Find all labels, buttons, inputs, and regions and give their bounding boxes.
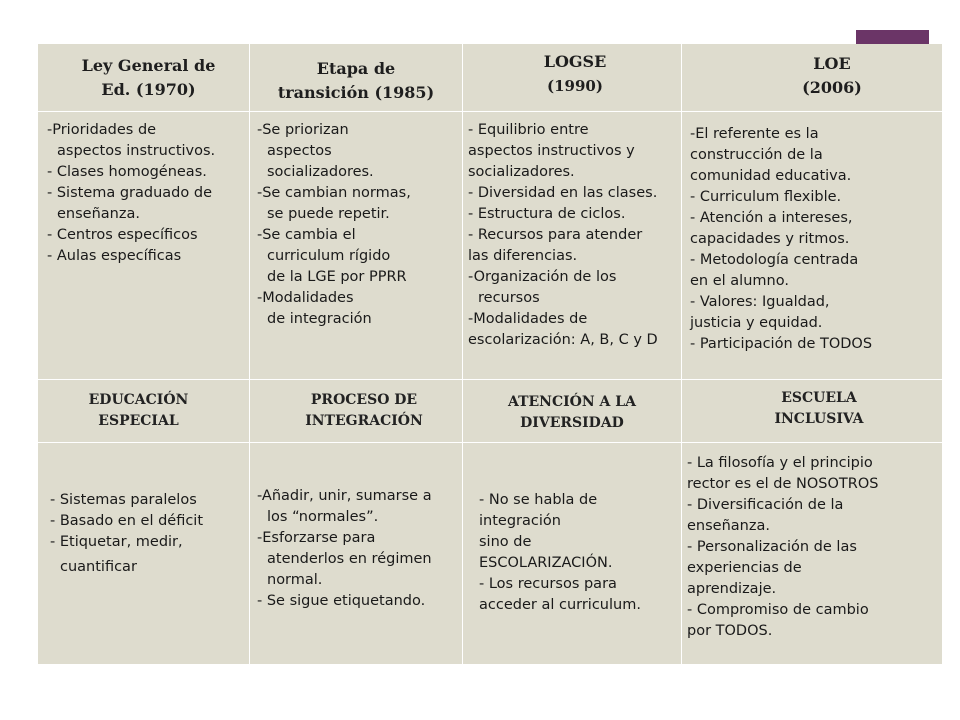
description-educacion-especial — [38, 443, 249, 664]
list-item: - Equilibrio entre — [468, 122, 589, 138]
list-item: acceder al curriculum. — [479, 597, 641, 613]
characteristics-loe — [682, 112, 942, 379]
list-item: - Etiquetar, medir, — [50, 534, 183, 550]
list-item: construcción de la — [690, 147, 823, 163]
header-line: LOE — [813, 53, 851, 73]
list-item: rector es el de NOSOTROS — [687, 476, 879, 492]
header-line: (1990) — [547, 76, 603, 95]
list-item: capacidades y ritmos. — [690, 231, 850, 247]
description-inclusiva — [682, 443, 942, 664]
list-item: socializadores. — [267, 164, 374, 180]
list-item: las diferencias. — [468, 248, 578, 264]
section-title-line: EDUCACIÓN — [88, 392, 189, 408]
section-title-line: INTEGRACIÓN — [305, 413, 423, 429]
list-item: -Se priorizan — [257, 122, 349, 138]
list-item: -Organización de los — [468, 269, 617, 285]
list-item: cuantificar — [60, 559, 137, 575]
description-diversidad — [463, 443, 681, 664]
accent-bar — [856, 30, 929, 44]
list-item: atenderlos en régimen — [267, 551, 432, 567]
list-item: -Modalidades de — [468, 311, 588, 327]
list-item: -Modalidades — [257, 290, 354, 306]
header-loe — [682, 44, 942, 111]
list-item: -Añadir, unir, sumarse a — [257, 488, 432, 504]
list-item: aprendizaje. — [687, 581, 777, 597]
comparison-table — [38, 44, 942, 666]
list-item: recursos — [478, 290, 540, 306]
list-item: por TODOS. — [687, 623, 773, 639]
list-item: normal. — [267, 572, 323, 588]
header-line: Ed. (1970) — [101, 79, 196, 99]
list-item: - No se habla de — [479, 492, 598, 508]
list-item: ESCOLARIZACIÓN. — [479, 555, 613, 571]
characteristics-transicion — [250, 112, 462, 379]
list-item: - Personalización de las — [687, 539, 857, 555]
header-logse — [463, 44, 681, 111]
section-title-line: DIVERSIDAD — [520, 415, 624, 431]
list-item: integración — [479, 513, 561, 529]
list-item: - Metodología centrada — [690, 252, 859, 268]
list-item: -Se cambian normas, — [257, 185, 411, 201]
header-line: Ley General de — [81, 55, 216, 75]
list-item: -Esforzarse para — [257, 530, 376, 546]
section-title-diversidad — [463, 380, 681, 442]
header-line: Etapa de — [316, 58, 396, 78]
list-item: - Curriculum flexible. — [690, 189, 842, 205]
list-item: - Centros específicos — [47, 227, 198, 243]
section-title-line: ESCUELA — [781, 390, 857, 406]
list-item: - Diversificación de la — [687, 497, 844, 513]
list-item: experiencias de — [687, 560, 802, 576]
list-item: - Atención a intereses, — [690, 210, 853, 226]
list-item: - Los recursos para — [479, 576, 617, 592]
section-title-inclusiva — [682, 380, 942, 442]
list-item: - Diversidad en las clases. — [468, 185, 658, 201]
list-item: - Estructura de ciclos. — [468, 206, 626, 222]
list-item: socializadores. — [468, 164, 575, 180]
list-item: los “normales”. — [267, 509, 379, 525]
section-title-line: INCLUSIVA — [774, 411, 864, 427]
list-item: en el alumno. — [690, 273, 789, 289]
list-item: aspectos — [267, 143, 332, 159]
header-transicion — [250, 44, 462, 111]
list-item: -Se cambia el — [257, 227, 356, 243]
list-item: - Clases homogéneas. — [47, 164, 207, 180]
header-line: transición (1985) — [277, 82, 435, 102]
list-item: - Participación de TODOS — [690, 336, 873, 352]
list-item: justicia y equidad. — [690, 315, 823, 331]
list-item: de la LGE por PPRR — [267, 269, 407, 285]
section-title-line: PROCESO DE — [310, 392, 418, 408]
list-item: escolarización: A, B, C y D — [468, 332, 658, 348]
header-line: (2006) — [802, 77, 862, 97]
list-item: - Aulas específicas — [47, 248, 182, 264]
header-lge — [38, 44, 249, 111]
list-item: - Recursos para atender — [468, 227, 643, 243]
list-item: - Se sigue etiquetando. — [257, 593, 426, 609]
header-line: LOGSE — [543, 51, 607, 71]
section-title-line: ATENCIÓN A LA — [508, 394, 636, 410]
list-item: -El referente es la — [690, 126, 819, 142]
list-item: -Prioridades de — [47, 122, 157, 138]
list-item: curriculum rígido — [267, 248, 391, 264]
list-item: enseñanza. — [57, 206, 140, 222]
list-item: aspectos instructivos y — [468, 143, 635, 159]
list-item: comunidad educativa. — [690, 168, 852, 184]
list-item: se puede repetir. — [267, 206, 390, 222]
list-item: enseñanza. — [687, 518, 770, 534]
list-item: sino de — [479, 534, 532, 550]
list-item: - Valores: Igualdad, — [690, 294, 830, 310]
list-item: - Compromiso de cambio — [687, 602, 869, 618]
characteristics-logse — [463, 112, 681, 379]
list-item: - Sistema graduado de — [47, 185, 212, 201]
section-title-line: ESPECIAL — [98, 413, 179, 429]
section-title-integracion — [250, 380, 462, 442]
list-item: de integración — [267, 311, 372, 327]
list-item: - La filosofía y el principio — [687, 455, 873, 471]
characteristics-lge — [38, 112, 249, 379]
list-item: - Basado en el déficit — [50, 513, 204, 529]
description-integracion — [250, 443, 462, 664]
section-title-educacion-especial — [38, 380, 249, 442]
list-item: aspectos instructivos. — [57, 143, 216, 159]
list-item: - Sistemas paralelos — [50, 492, 197, 508]
